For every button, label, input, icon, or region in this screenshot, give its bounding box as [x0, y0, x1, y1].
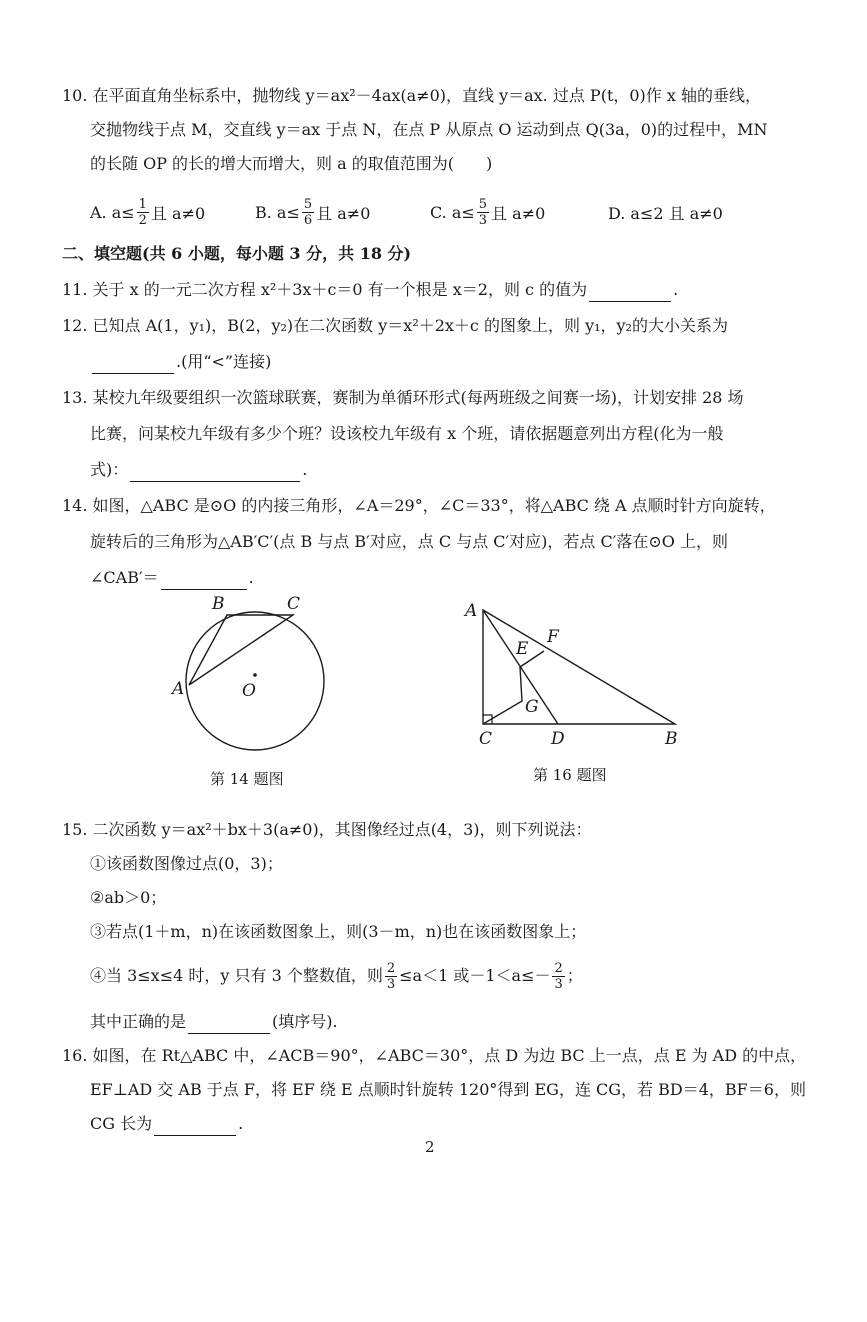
- q10-choices: [90, 188, 790, 236]
- q16-line-2: EF⊥AD 交 AB 于点 F，将 EF 绕 E 点顺时针旋转 120°得到 EG，连 CG，若 BD＝4，BF＝6，则: [90, 1080, 806, 1099]
- choice-c-pre: C. a≤: [430, 202, 475, 222]
- q10-line-2: 交抛物线于点 M，交直线 y＝ax 于点 N，在点 P 从原点 O 运动到点 Q(3a，0)的过程中，MN: [90, 120, 768, 139]
- label-d: D: [551, 729, 565, 748]
- q11-text: 11. 关于 x 的一元二次方程 x²＋3x＋c＝0 有一个根是 x＝2，则 c 的值为: [62, 280, 588, 299]
- q10-line-3: 的长随 OP 的长的增大而增大，则 a 的取值范围为( ): [90, 154, 493, 173]
- q15-statement-3: ③若点(1＋m，n)在该函数图象上，则(3－m，n)也在该函数图象上；: [90, 922, 587, 941]
- choice-a-post: 且 a≠0: [150, 203, 206, 223]
- choice-b-fraction: [302, 197, 314, 228]
- choice-d[interactable]: [608, 188, 723, 236]
- q11-answer-blank[interactable]: [589, 283, 671, 302]
- q14-start: ∠CAB′＝: [90, 568, 159, 587]
- choice-c-post: 且 a≠0: [491, 203, 546, 223]
- q15-answer-blank[interactable]: [188, 1015, 270, 1034]
- q12-end: .(用“<”连接): [176, 352, 272, 371]
- q15-s4-f2-den: 3: [554, 976, 563, 992]
- section-title: 二、填空题(共 6 小题，每小题 3 分，共 18 分): [62, 244, 412, 263]
- choice-b[interactable]: [255, 188, 370, 236]
- q15-s4-a: ④当 3≤x≤4 时，y 只有 3 个整数值，则: [90, 966, 383, 985]
- q15-statement-4: [90, 954, 583, 998]
- triangle-abc: [189, 615, 293, 685]
- q15-statement-1: ①该函数图像过点(0，3)；: [90, 854, 283, 873]
- q13-line-1: 13. 某校九年级要组织一次篮球联赛，赛制为单循环形式(每两班级之间赛一场)，计划安排 28 场: [62, 388, 744, 407]
- q13-line-3: [90, 458, 307, 482]
- choice-c-num: 5: [478, 196, 488, 212]
- q15-s4-fraction-2: [552, 961, 564, 992]
- q15-ans-end: (填序号).: [272, 1012, 338, 1031]
- choice-c-den: 3: [478, 212, 488, 228]
- q16-answer-blank[interactable]: [154, 1117, 236, 1136]
- q15-line-1: 15. 二次函数 y＝ax²＋bx＋3(a≠0)，其图像经过点(4，3)，则下列说法：: [62, 820, 592, 839]
- q14-line-3: [90, 566, 254, 590]
- choice-a-den: 2: [138, 212, 147, 228]
- q15-answer-line: [90, 1010, 338, 1034]
- q13-line-2: 比赛，问某校九年级有多少个班？设该校九年级有 x 个班，请依据题意列出方程(化为一般: [90, 424, 724, 443]
- q12-line-1: 12. 已知点 A(1，y₁)，B(2，y₂)在二次函数 y＝x²＋2x＋c 的图象上，则 y₁，y₂的大小关系为: [62, 316, 728, 335]
- label-e: E: [516, 639, 529, 659]
- q14-end: .: [248, 568, 254, 587]
- choice-c[interactable]: [430, 188, 545, 236]
- choice-d-text: D. a≤2 且 a≠0: [608, 203, 723, 223]
- q12-line-2: [90, 350, 271, 374]
- q15-s4-f2-num: 2: [554, 960, 563, 976]
- q15-ans-start: 其中正确的是: [90, 1012, 187, 1031]
- q15-statement-2: ②ab＞0；: [90, 888, 167, 907]
- q12-answer-blank[interactable]: [92, 355, 174, 374]
- q11: [62, 278, 678, 302]
- q16-end: .: [238, 1114, 244, 1133]
- q14-line-2: 旋转后的三角形为△AB′C′(点 B 与点 B′对应，点 C 与点 C′对应)，若点 C′落在⊙O 上，则: [90, 532, 728, 551]
- label-c: C: [287, 594, 301, 614]
- label-f: F: [547, 627, 559, 647]
- q16-line-1: 16. 如图，在 Rt△ABC 中，∠ACB＝90°，∠ABC＝30°，点 D 为边 BC 上一点，点 E 为 AD 的中点，: [62, 1046, 807, 1065]
- q14-answer-blank[interactable]: [161, 571, 247, 590]
- q13-start: 式)：: [90, 460, 129, 479]
- q15-s4-fraction-1: [385, 961, 397, 992]
- q14-line-1: 14. 如图，△ABC 是⊙O 的内接三角形，∠A＝29°，∠C＝33°，将△ABC 绕 A 点顺时针方向旋转，: [62, 496, 776, 515]
- label-a: A: [172, 679, 185, 699]
- page-number: 2: [425, 1138, 435, 1156]
- choice-a-fraction: [137, 197, 149, 228]
- q13-end: .: [302, 460, 308, 479]
- q10-line-1: 10. 在平面直角坐标系中，抛物线 y＝ax²－4ax(a≠0)，直线 y＝ax. 过点 P(t，0)作 x 轴的垂线，: [62, 86, 761, 105]
- label-a: A: [465, 601, 478, 621]
- q15-s4-b: ≤a＜1 或－1＜a≤－: [399, 966, 551, 985]
- figure-16-caption: 第 16 题图: [533, 766, 607, 784]
- q15-s4-c: ；: [566, 966, 583, 985]
- label-b: B: [665, 729, 678, 748]
- q13-answer-blank[interactable]: [130, 463, 300, 482]
- choice-a-pre: A. a≤: [90, 202, 135, 222]
- label-c: C: [479, 729, 493, 748]
- label-b: B: [212, 594, 225, 614]
- q15-s4-f1-den: 3: [386, 976, 396, 992]
- q15-s4-f1-num: 2: [386, 960, 396, 976]
- q16-line-3: [90, 1112, 243, 1136]
- choice-a-num: 1: [138, 196, 147, 212]
- q16-start: CG 长为: [90, 1114, 153, 1133]
- figure-14-caption: 第 14 题图: [210, 770, 284, 788]
- label-o: O: [242, 681, 256, 701]
- label-g: G: [525, 697, 539, 717]
- choice-b-post: 且 a≠0: [316, 203, 371, 223]
- figure-16-diagram: [455, 598, 695, 748]
- q11-end: .: [673, 280, 679, 299]
- choice-c-fraction: [477, 197, 489, 228]
- choice-b-num: 5: [303, 196, 313, 212]
- choice-b-pre: B. a≤: [255, 202, 300, 222]
- figure-14-diagram: [160, 590, 350, 760]
- choice-b-den: 6: [303, 212, 313, 228]
- center-point-o: [253, 673, 257, 677]
- choice-a[interactable]: [90, 188, 205, 236]
